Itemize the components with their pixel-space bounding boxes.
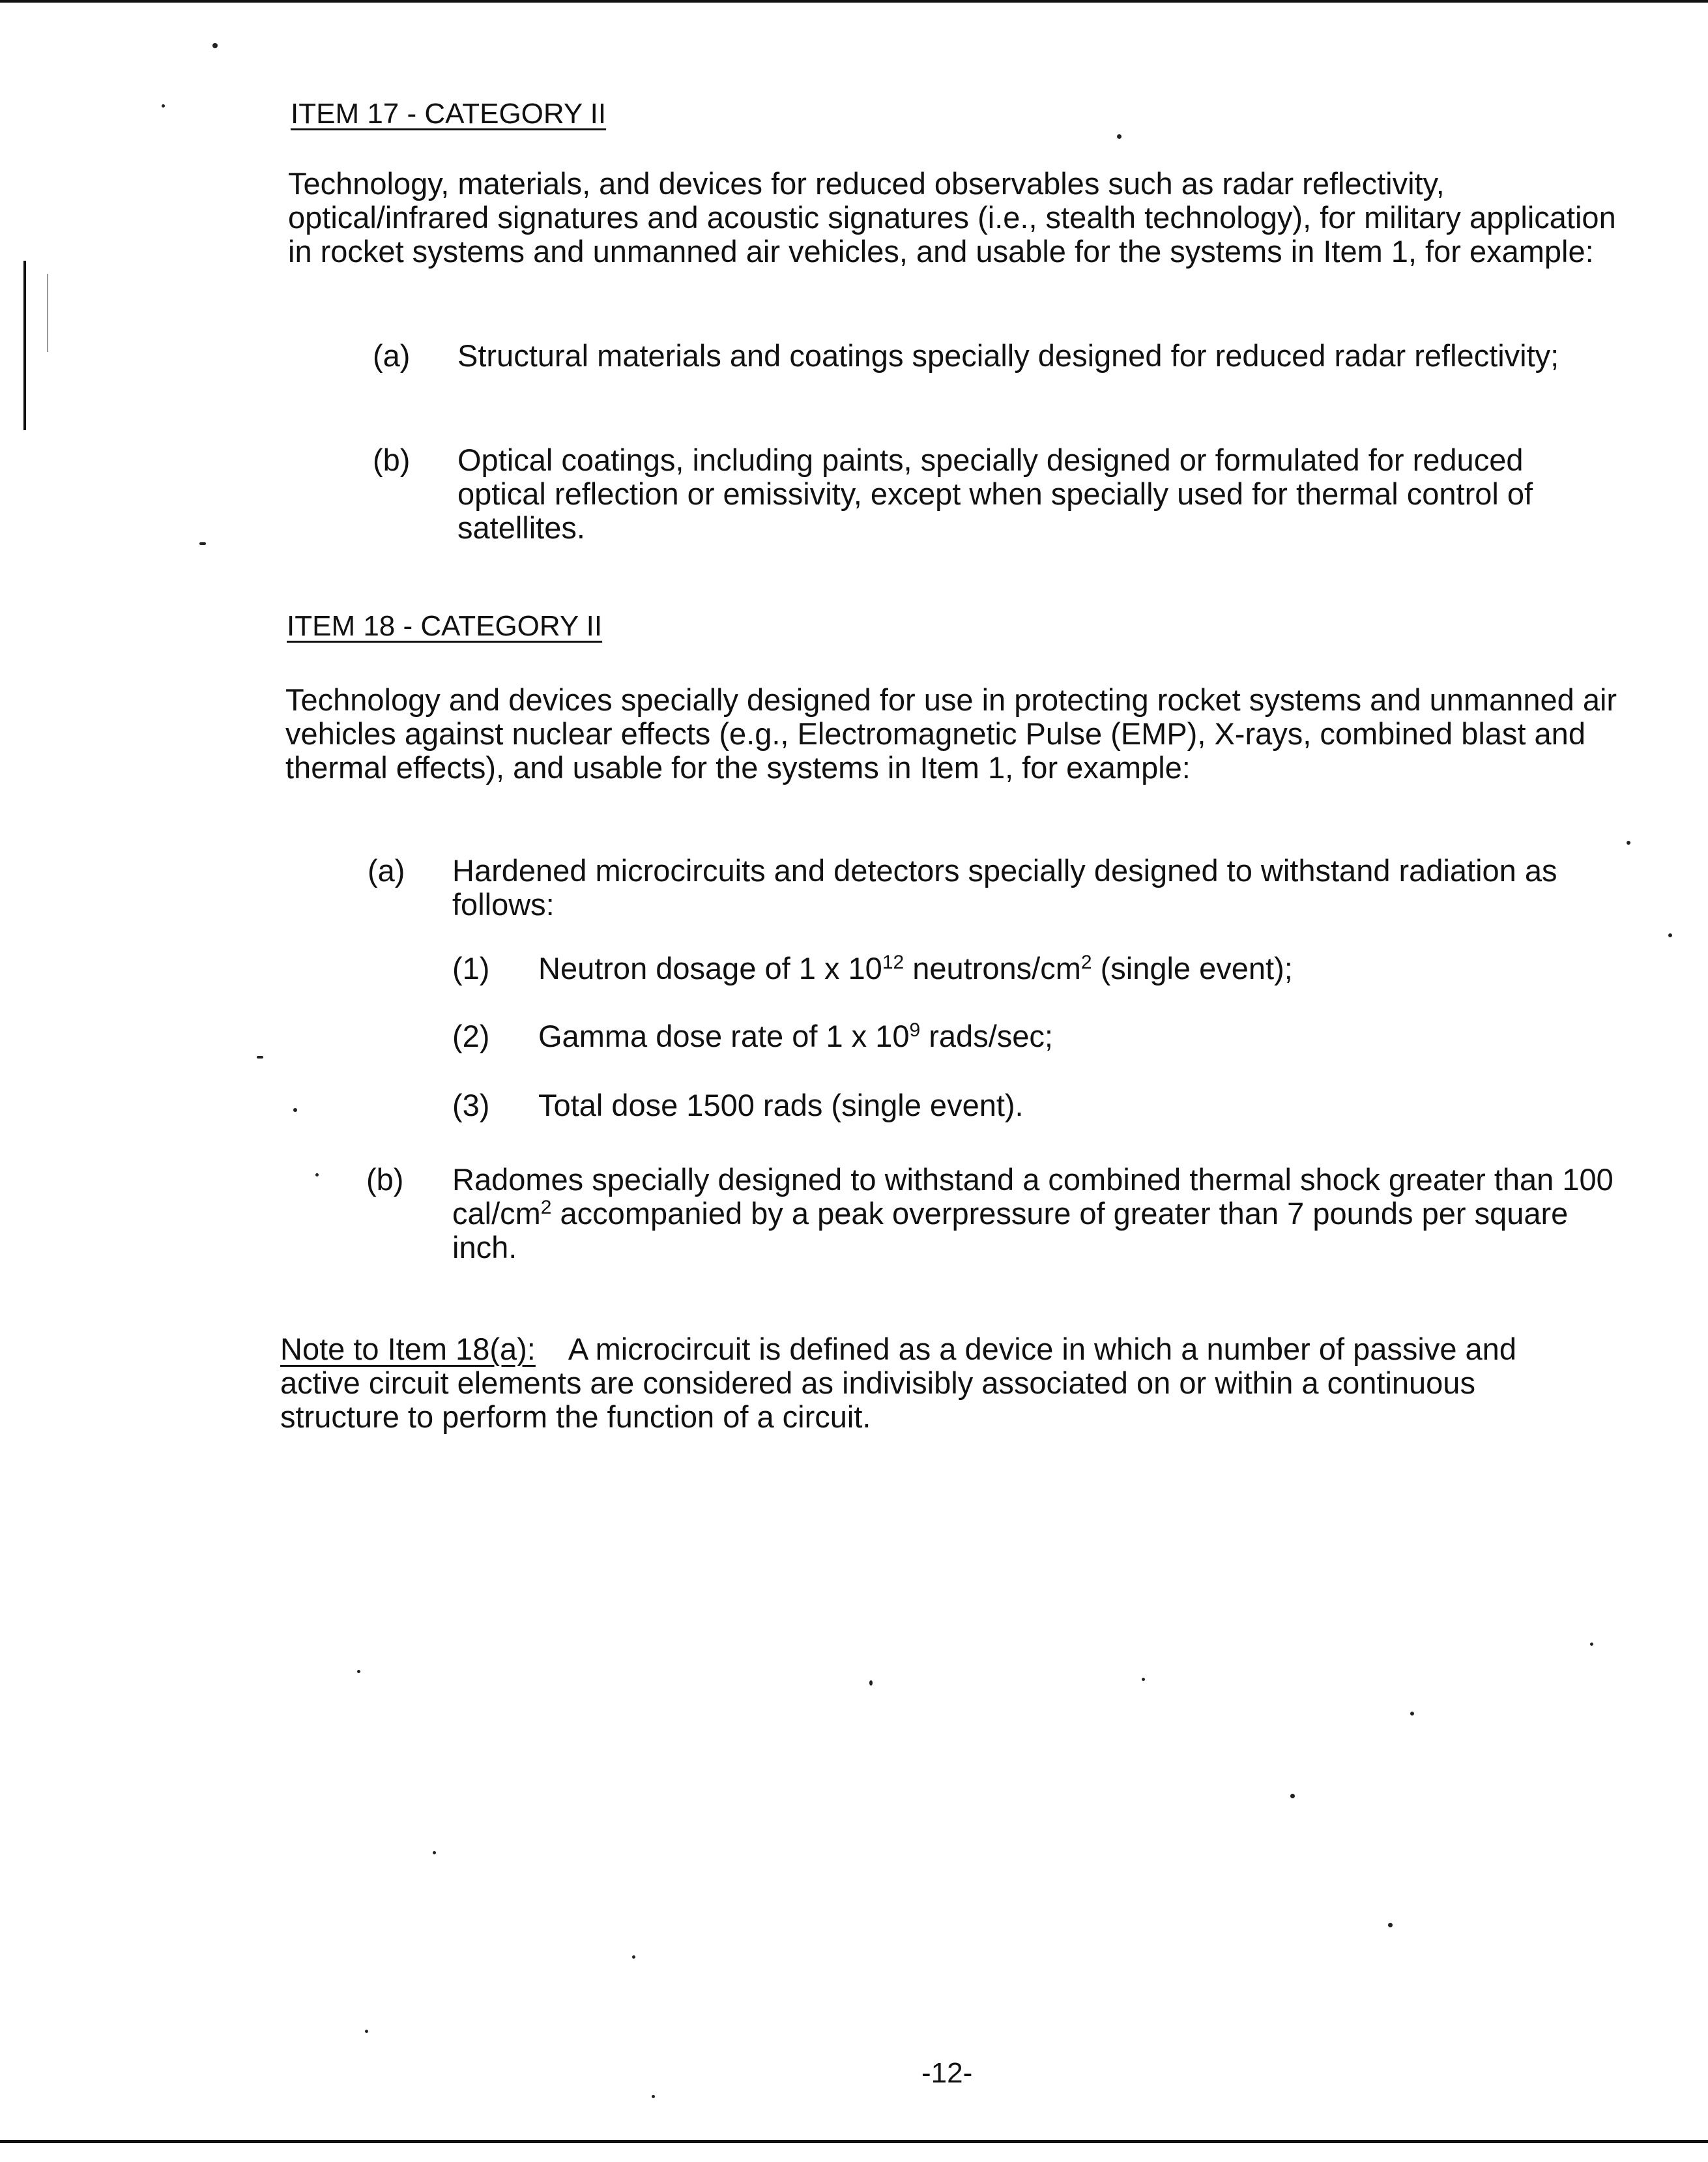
item17-a-label: (a) (373, 338, 411, 373)
item17-b-text: Optical coatings, including paints, specially designed or formulated for reduced optical reflection or emissivity, except when specially used for thermal control of satellites. (457, 443, 1533, 545)
speck (433, 1851, 436, 1854)
item18-sub2-label: (2) (452, 1019, 490, 1053)
item18-sub3-text: Total dose 1500 rads (single event). (538, 1088, 1024, 1122)
speck (357, 1670, 360, 1673)
item18-a-label: (a) (368, 853, 405, 888)
scan-left-mark-2 (47, 274, 48, 352)
speck (212, 43, 218, 48)
speck (1668, 933, 1672, 937)
item18-b-label: (b) (366, 1162, 404, 1197)
item18-heading: ITEM 18 - CATEGORY II (287, 610, 603, 642)
speck (1290, 1794, 1295, 1798)
speck (365, 2030, 368, 2033)
note-paragraph (280, 1332, 1597, 1434)
scan-top-border (0, 0, 1708, 3)
item17-b-label: (b) (373, 443, 411, 477)
speck (1410, 1712, 1414, 1716)
item17-heading: ITEM 17 - CATEGORY II (291, 98, 607, 130)
item17-intro: Technology, materials, and devices for reduced observables such as radar reflectivity, optical/infrared signatures and acoustic signatures (i.e., stealth technology), for military application in rocket systems and unmanned air vehicles, and usable for the systems in Item 1, for example: (288, 166, 1616, 269)
note-label: Note to Item 18(a): (280, 1332, 536, 1366)
item18-b-text: Radomes specially designed to withstand a combined thermal shock greater than 100 cal/$cm^2$ accompanied by a peak overpressure of greater than 7 pounds per square inch. (452, 1162, 1614, 1264)
item18-a-text: Hardened microcircuits and detectors specially designed to withstand radiation as follows: (452, 853, 1557, 922)
speck (199, 542, 206, 545)
speck (1388, 1923, 1393, 1927)
item18-sub2-text: Gamma dose rate of 1 x $10^9$ rads/sec; (538, 1019, 1053, 1053)
item17-a-text: Structural materials and coatings specially designed for reduced radar reflectivity; (457, 338, 1559, 373)
speck (869, 1680, 873, 1686)
speck (1627, 841, 1630, 845)
speck (632, 1955, 635, 1959)
speck (1590, 1643, 1593, 1646)
note-text: A microcircuit is defined as a device in which a number of passive and active circuit elements are considered as indivisibly associated on or within a continuous structure to perform the function of a circuit. (280, 1332, 1516, 1434)
scan-bottom-border (0, 2140, 1708, 2143)
speck (315, 1173, 319, 1176)
item18-sub1-text: Neutron dosage of 1 x $10^{12}$ neutrons/$cm^2$ (single event); (538, 951, 1293, 986)
speck (257, 1056, 263, 1059)
speck (162, 104, 165, 108)
speck (652, 2095, 655, 2098)
speck (1142, 1678, 1145, 1681)
scan-left-mark (23, 261, 26, 430)
item18-sub3-label: (3) (452, 1088, 490, 1122)
item18-sub1-label: (1) (452, 951, 490, 986)
speck (293, 1108, 297, 1112)
item18-intro: Technology and devices specially designed for use in protecting rocket systems and unmanned air vehicles against nuclear effects (e.g., Electromagnetic Pulse (EMP), X-rays, combined blast and thermal effects), and usable for the systems in Item 1, for example: (285, 682, 1617, 785)
speck (1117, 134, 1122, 139)
page-number: -12- (921, 2057, 973, 2089)
